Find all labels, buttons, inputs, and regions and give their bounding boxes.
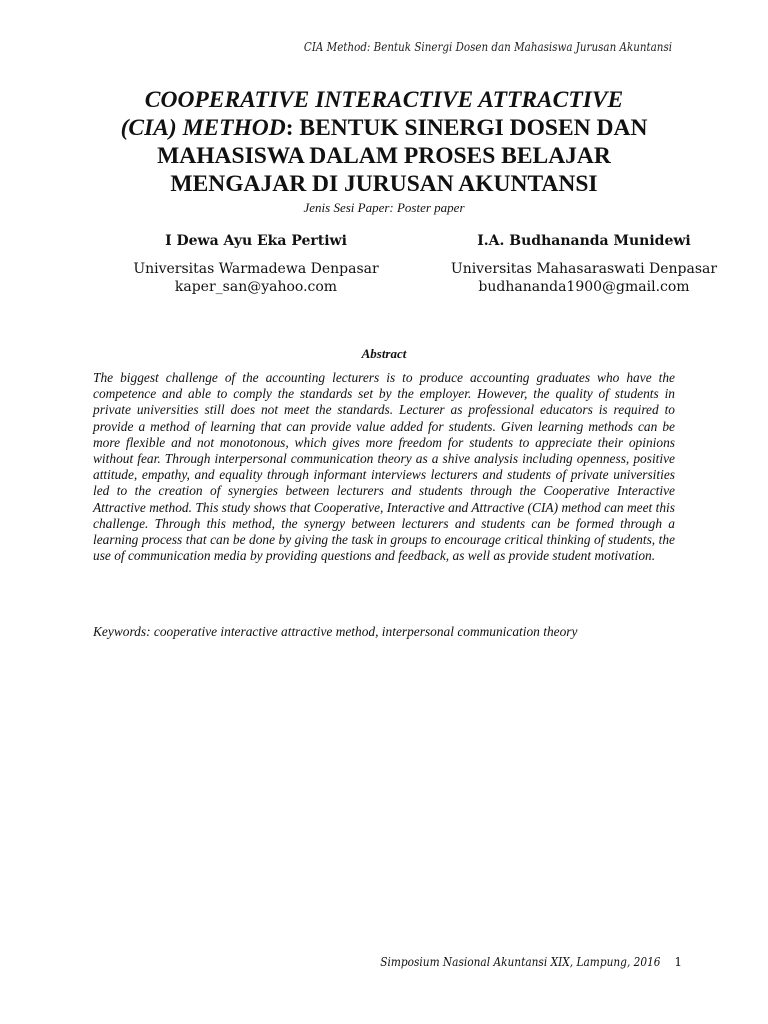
author-name: I.A. Budhananda Munidewi xyxy=(477,233,691,249)
page-number: 1 xyxy=(674,955,682,969)
author-email: budhananda1900@gmail.com xyxy=(478,279,690,295)
abstract-heading: Abstract xyxy=(361,346,407,361)
author-email: kaper_san@yahoo.com xyxy=(174,279,338,295)
running-header: CIA Method: Bentuk Sinergi Dosen dan Mahasiswa Jurusan Akuntansi xyxy=(303,40,672,54)
abstract-body: The biggest challenge of the accounting lecturers is to produce accounting graduates who have the competence and able to comply the standards set by the employer. However, the quality of students in private universities still does not meet the standards. Lecturer as professional educators is required to provide a method of learning that can provide value added for students. Given learning methods can be more flexible and not monotonous, which gives more freedom for students to appreciate their opinions without fear. Through interpersonal communication theory as a shive analysis including openness, positive attitude, empathy, and equality through informant interviews lecturers and students of private universities led to the creation of synergies between lecturers and students through the Cooperative Interactive Attractive method. This study shows that Cooperative, Interactive and Attractive (CIA) method can meet this challenge. Through this method, the synergy between lecturers and students can be formed through a learning process that can be done by giving the task in groups to encourage critical thinking of students, the use of communication media by providing questions and feedback, as well as provide student motivation. xyxy=(93,370,675,564)
author-block-2 xyxy=(424,232,744,296)
paper-title xyxy=(80,86,688,198)
author-affiliation: Universitas Warmadewa Denpasar xyxy=(133,261,379,277)
title-line-1: COOPERATIVE INTERACTIVE ATTRACTIVE xyxy=(144,87,624,113)
author-affiliation: Universitas Mahasaraswati Denpasar xyxy=(450,261,718,277)
author-block-1 xyxy=(96,232,416,296)
page-footer xyxy=(342,955,682,969)
keywords: Keywords: cooperative interactive attractive method, interpersonal communication theory xyxy=(93,624,578,639)
session-type: Jenis Sesi Paper: Poster paper xyxy=(303,200,465,215)
title-line-3: MAHASISWA DALAM PROSES BELAJAR xyxy=(157,143,611,169)
author-name: I Dewa Ayu Eka Pertiwi xyxy=(165,233,347,249)
title-acronym: (CIA) METHOD xyxy=(120,115,286,141)
title-line-2-rest: : BENTUK SINERGI DOSEN DAN xyxy=(285,115,648,141)
title-line-4: MENGAJAR DI JURUSAN AKUNTANSI xyxy=(170,171,598,197)
title-line-2 xyxy=(80,114,688,142)
footer-venue: Simposium Nasional Akuntansi XIX, Lampung, 2016 xyxy=(380,955,661,969)
